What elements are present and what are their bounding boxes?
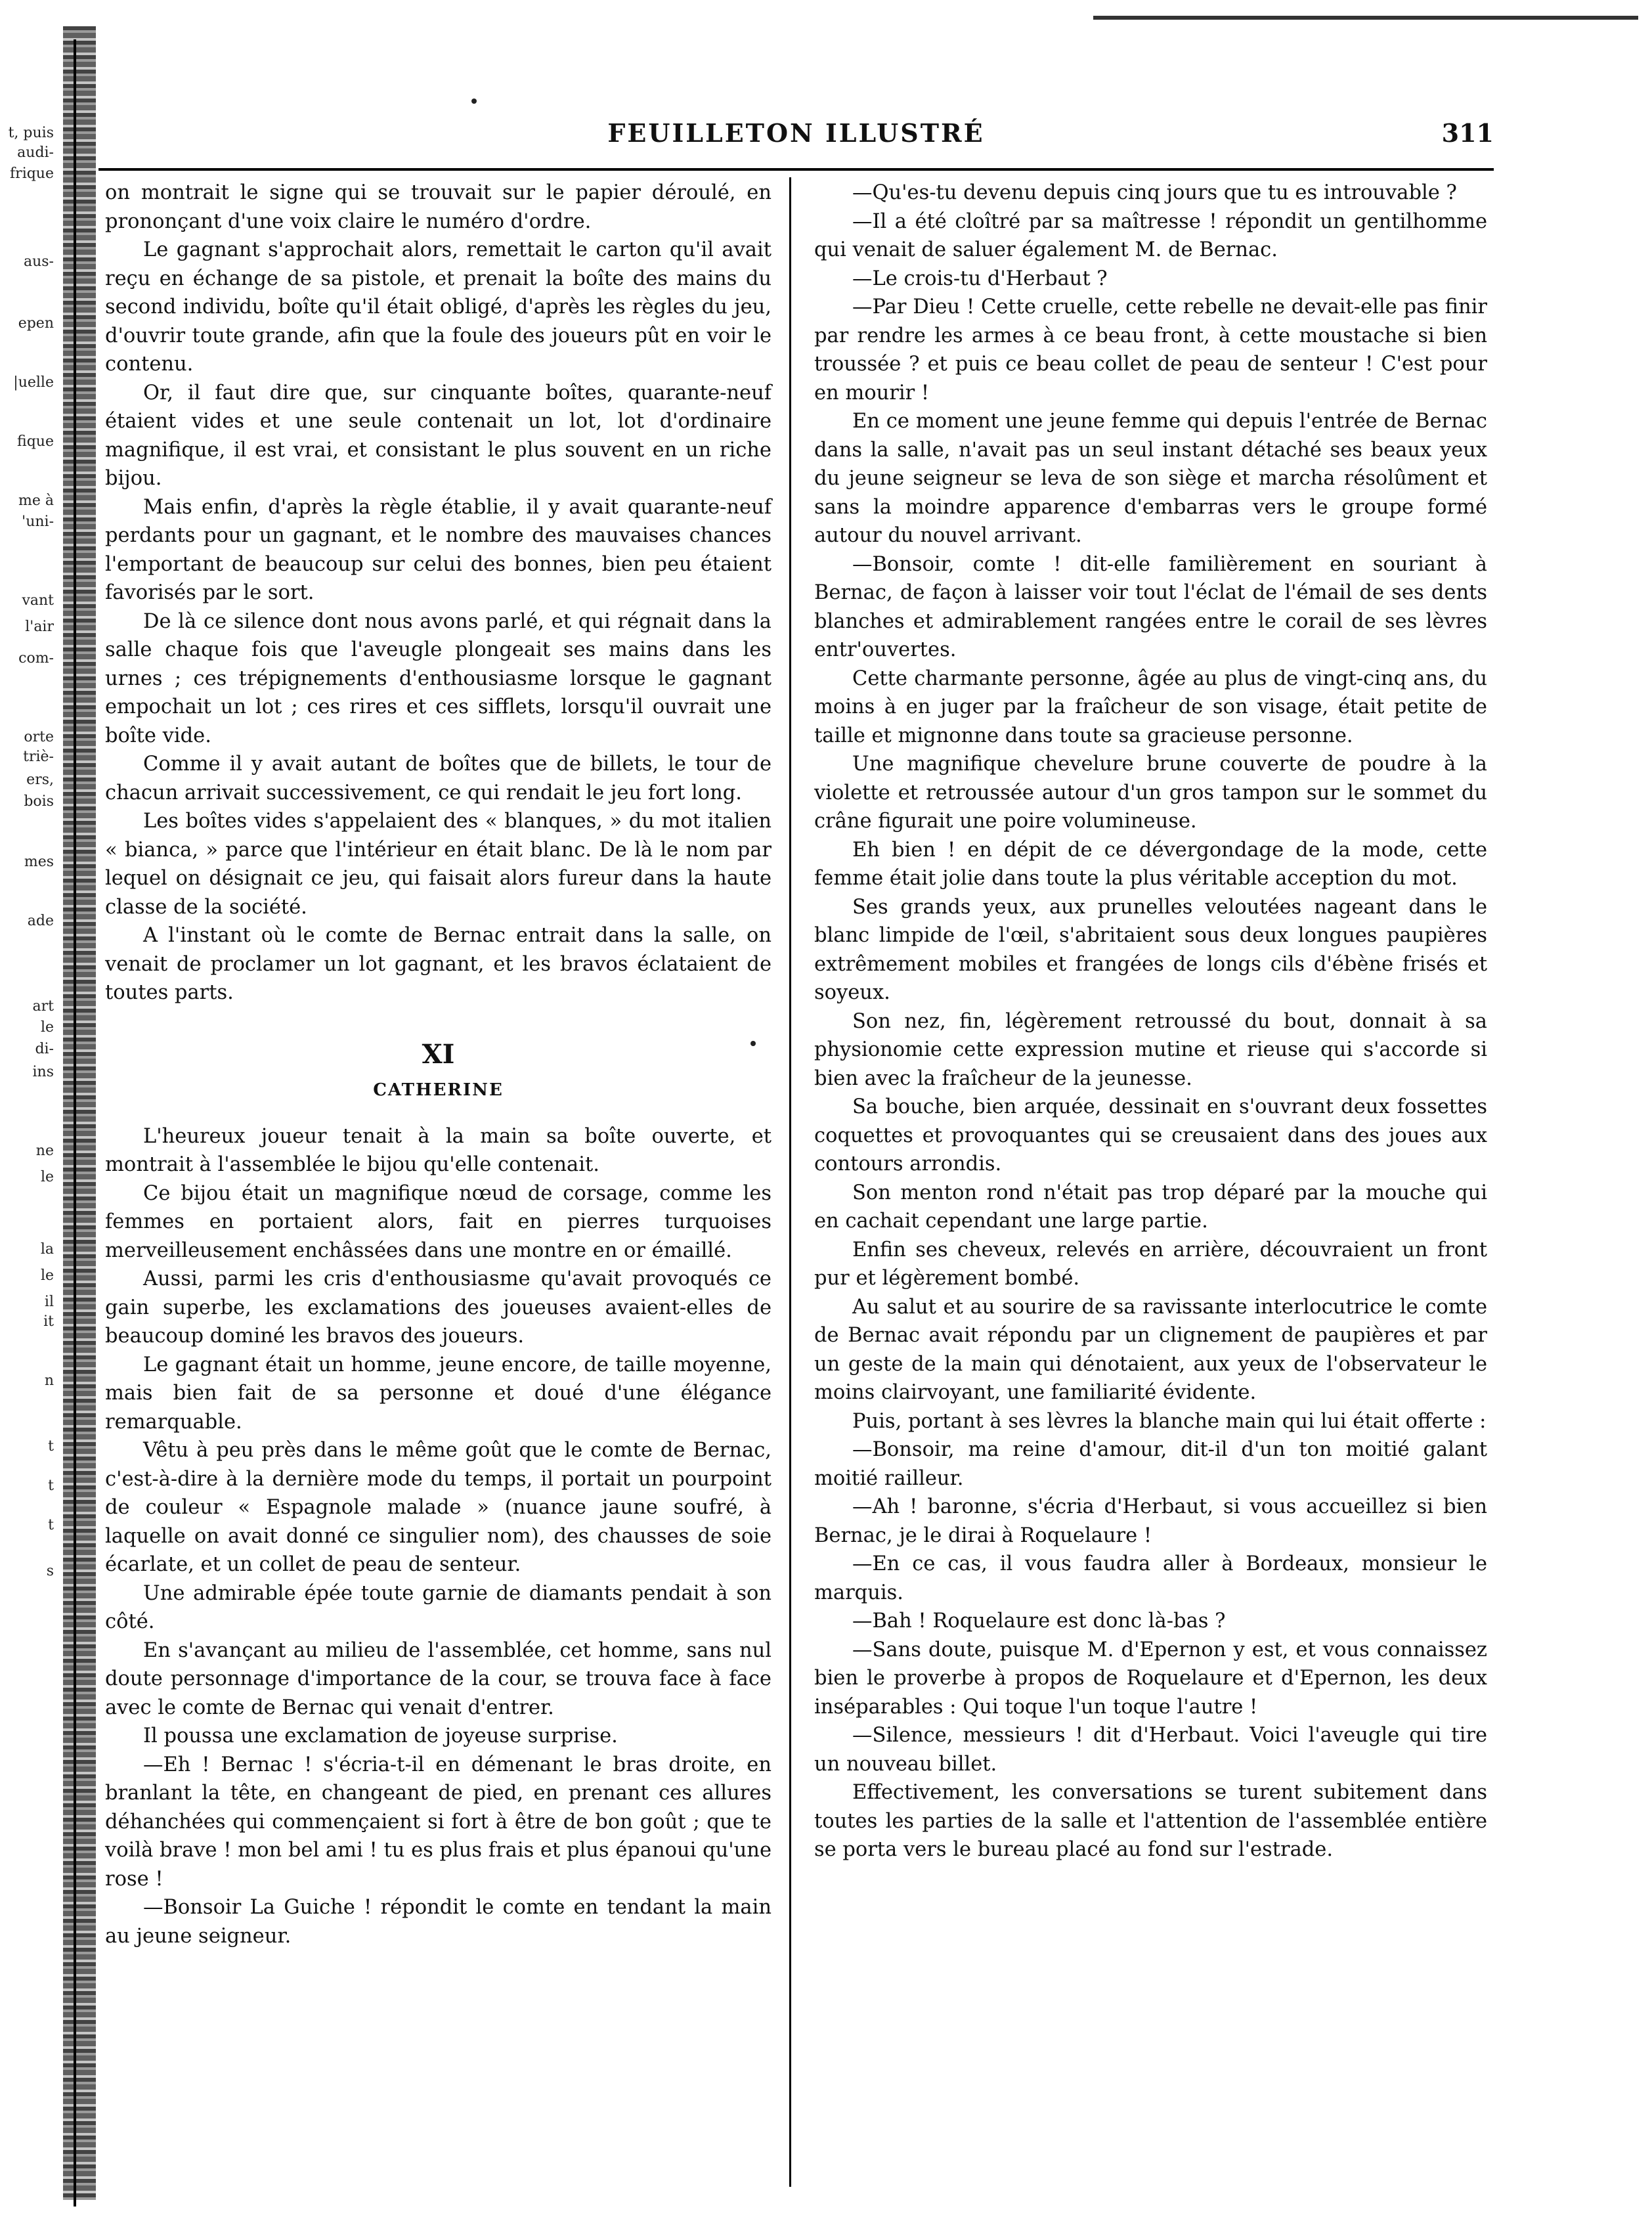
margin-fragment: triè-: [23, 749, 54, 765]
margin-fragment: t: [48, 1517, 54, 1533]
paragraph: —Eh ! Bernac ! s'écria-t-il en démenant le bras droite, en branlant la tête, en changeant de pied, en prenant ces allures déhanchées qui commençaient si fort à être de bon goût ; que te voilà brave ! mon bel ami ! tu es plus frais et plus épanoui qu'une rose !: [105, 1753, 772, 1891]
margin-fragment: la: [40, 1241, 54, 1258]
paragraph: Aussi, parmi les cris d'enthousiasme qu'avait provoqués ce gain superbe, les exclamations des joueuses avaient-elles de beaucoup dominé les bravos des joueurs.: [105, 1267, 772, 1348]
paragraph: —Qu'es-tu devenu depuis cinq jours que tu es introuvable ?: [852, 181, 1457, 204]
margin-fragment: le: [40, 1267, 54, 1284]
binding-edge-line: [74, 39, 76, 2206]
paragraph: Le gagnant s'approchait alors, remettait le carton qu'il avait reçu en échange de sa pistole, et prenait la boîte des mains du second individu, boîte qu'il était obligé, d'après les règles du jeu, d'ouvrir toute grande, afin que la foule des joueurs pût en voir le contenu.: [105, 238, 772, 376]
margin-fragment: audi-: [17, 144, 54, 161]
paragraph: De là ce silence dont nous avons parlé, et qui régnait dans la salle chaque fois que l'aveugle plongeait ses mains dans les urnes ; ces trépignements d'enthousiasme lorsque le gagnant empochait un lot ; ces rires et ces sifflets, lorsqu'il ouvrait une boîte vide.: [105, 609, 772, 747]
paragraph: L'heureux joueur tenait à la main sa boîte ouverte, et montrait à l'assemblée le bijou qu'elle contenait.: [105, 1124, 772, 1176]
margin-fragment: le: [40, 1169, 54, 1185]
paragraph: Il poussa une exclamation de joyeuse surprise.: [143, 1724, 618, 1747]
margin-fragment: orte: [24, 729, 54, 745]
paragraph: Son menton rond n'était pas trop déparé par la mouche qui en cachait cependant une large partie.: [814, 1181, 1487, 1233]
paragraph: Au salut et au sourire de sa ravissante interlocutrice le comte de Bernac avait répondu par un clignement de paupières et par un geste de la main qui dénotaient, aux yeux de l'observateur le moins clairvoyant, une familiarité évidente.: [814, 1295, 1487, 1404]
margin-fragment: art: [32, 998, 54, 1015]
page-header: [98, 118, 1494, 158]
paragraph: —Bah ! Roquelaure est donc là-bas ?: [852, 1610, 1226, 1633]
margin-fragment: t: [48, 1478, 54, 1494]
paragraph: on montrait le signe qui se trouvait sur le papier déroulé, en prononçant d'une voix claire le numéro d'ordre.: [105, 181, 772, 233]
page-number: 311: [1441, 118, 1494, 148]
left-column-text-before: [105, 179, 772, 1007]
margin-fragment: mes: [24, 854, 54, 870]
left-column: [105, 179, 772, 1950]
paragraph: —Sans doute, puisque M. d'Epernon y est, et vous connaissez bien le proverbe à propos de Roquelaure et d'Epernon, les deux inséparables : Qui toque l'un toque l'autre !: [814, 1638, 1487, 1719]
margin-fragment: com-: [18, 650, 54, 667]
margin-fragment: epen: [18, 315, 54, 332]
page-binding: [63, 26, 96, 2200]
paragraph: —Il a été cloîtré par sa maîtresse ! répondit un gentilhomme qui venait de saluer également M. de Bernac.: [814, 209, 1487, 261]
paragraph: Une admirable épée toute garnie de diamants pendait à son côté.: [105, 1581, 772, 1633]
margin-fragment: bois: [24, 793, 54, 810]
chapter-number: XI: [422, 1038, 455, 1070]
paragraph: —Bonsoir La Guiche ! répondit le comte en tendant la main au jeune seigneur.: [105, 1896, 772, 1948]
margin-fragment: di-: [35, 1041, 54, 1057]
paragraph: —Ah ! baronne, s'écria d'Herbaut, si vous accueillez si bien Bernac, je le dirai à Roquelaure !: [814, 1495, 1487, 1547]
paragraph: —Bonsoir, ma reine d'amour, dit-il d'un ton moitié galant moitié railleur.: [814, 1438, 1487, 1490]
running-title: FEUILLETON ILLUSTRÉ: [607, 118, 985, 148]
margin-fragment: l'air: [25, 619, 54, 635]
paragraph: Cette charmante personne, âgée au plus de vingt-cinq ans, du moins à en juger par la fraîcheur de son visage, était petite de taille et mignonne dans toute sa gracieuse personne.: [814, 667, 1487, 747]
left-column-text-after: [105, 1122, 772, 1951]
paragraph: A l'instant où le comte de Bernac entrait dans la salle, on venait de proclamer un lot gagnant, et les bravos éclataient de toutes parts.: [105, 924, 772, 1004]
paragraph: Ses grands yeux, aux prunelles veloutées nageant dans le blanc limpide de l'œil, s'abritaient sous deux longues paupières extrêmement mobiles et frangées de longs cils d'ébène frisés et soyeux.: [814, 895, 1487, 1004]
margin-fragment: n: [44, 1372, 54, 1389]
previous-page-margin: [0, 125, 59, 1701]
column-divider: [789, 177, 791, 2187]
paragraph: —Bonsoir, comte ! dit-elle familièrement en souriant à Bernac, de façon à laisser voir tout l'éclat de l'émail de ses dents blanches et admirablement rangées entre le corail de ses lèvres entr'ouvertes.: [814, 552, 1487, 661]
margin-fragment: le: [40, 1019, 54, 1036]
margin-fragment: 'uni-: [22, 514, 54, 530]
paragraph: Sa bouche, bien arquée, dessinait en s'ouvrant deux fossettes coquettes et provoquantes qui se creusaient dans des joues aux contours arrondis.: [814, 1095, 1487, 1175]
paragraph: —Le crois-tu d'Herbaut ?: [852, 267, 1108, 290]
paragraph: —En ce cas, il vous faudra aller à Bordeaux, monsieur le marquis.: [814, 1552, 1487, 1604]
margin-fragment: |uelle: [13, 374, 54, 391]
paragraph: Mais enfin, d'après la règle établie, il y avait quarante-neuf perdants pour un gagnant, et le nombre des mauvaises chances l'emportant de beaucoup sur celui des bonnes, bien peu étaient favorisés par le sort.: [105, 495, 772, 604]
paragraph: Enfin ses cheveux, relevés en arrière, découvraient un front pur et légèrement bombé.: [814, 1238, 1487, 1290]
paragraph: En ce moment une jeune femme qui depuis l'entrée de Bernac dans la salle, n'avait pas un seul instant détaché ses beaux yeux du jeune seigneur se leva de son siège et marcha résolûment et sans la moindre apparence d'embarras vers le groupe formé autour du nouvel arrivant.: [814, 410, 1487, 547]
ink-speck: [471, 99, 477, 104]
header-rule: [98, 168, 1494, 171]
paragraph: Ce bijou était un magnifique nœud de corsage, comme les femmes en portaient alors, fait en pierres turquoises merveilleusement enchâssées dans une montre en or émaillé.: [105, 1181, 772, 1262]
paragraph: Les boîtes vides s'appelaient des « blanques, » du mot italien « bianca, » parce que l'intérieur en était blanc. De là le nom par lequel on désignait ce jeu, qui faisait alors fureur dans la haute classe de la société.: [105, 810, 772, 919]
paragraph: Comme il y avait autant de boîtes que de billets, le tour de chacun arrivait successivement, ce qui rendait le jeu fort long.: [105, 753, 772, 804]
margin-fragment: s: [46, 1563, 54, 1579]
margin-fragment: t: [48, 1438, 54, 1455]
margin-fragment: frique: [10, 165, 54, 182]
paragraph: Une magnifique chevelure brune couverte de poudre à la violette et retroussée autour d'un gros tampon sur le sommet du crâne figurait une poire volumineuse.: [814, 753, 1487, 833]
margin-fragment: me à: [18, 493, 54, 509]
margin-fragment: ade: [27, 913, 54, 929]
paragraph: Son nez, fin, légèrement retroussé du bout, donnait à sa physionomie cette expression mutine et rieuse qui s'accorde si bien avec la fraîcheur de la jeunesse.: [814, 1009, 1487, 1090]
margin-fragment: it: [43, 1313, 54, 1330]
margin-fragment: ins: [32, 1064, 54, 1080]
paragraph: —Par Dieu ! Cette cruelle, cette rebelle ne devait-elle pas finir par rendre les armes à ce beau front, à cette moustache si bien troussée ? et puis ce beau collet de peau de senteur ! C'est pour en mourir !: [814, 296, 1487, 405]
margin-fragment: aus-: [23, 253, 54, 270]
paragraph: Effectivement, les conversations se turent subitement dans toutes les parties de la salle et l'attention de l'assemblée entière se porta vers le bureau placé au fond sur l'estrade.: [814, 1781, 1487, 1861]
paragraph: —Silence, messieurs ! dit d'Herbaut. Voici l'aveugle qui tire un nouveau billet.: [814, 1724, 1487, 1776]
paragraph: Or, il faut dire que, sur cinquante boîtes, quarante-neuf étaient vides et une seule contenait un lot, lot d'ordinaire magnifique, il est vrai, et consistant le plus souvent en un riche bijou.: [105, 381, 772, 490]
margin-fragment: ers,: [26, 772, 54, 788]
paragraph: En s'avançant au milieu de l'assemblée, cet homme, sans nul doute personnage d'importance de la cour, se trouva face à face avec le comte de Bernac qui venait d'entrer.: [105, 1638, 772, 1719]
margin-fragment: fique: [17, 433, 54, 450]
chapter-title: CATHERINE: [373, 1080, 504, 1100]
margin-fragment: t, puis: [8, 125, 54, 141]
paragraph: Puis, portant à ses lèvres la blanche main qui lui était offerte :: [852, 1409, 1487, 1433]
paragraph: Le gagnant était un homme, jeune encore, de taille moyenne, mais bien fait de sa personne et doué d'une élégance remarquable.: [105, 1353, 772, 1434]
paragraph: Eh bien ! en dépit de ce dévergondage de la mode, cette femme était jolie dans toute la plus véritable acception du mot.: [814, 838, 1487, 890]
margin-fragment: il: [44, 1294, 54, 1310]
right-column: [814, 179, 1487, 1864]
paragraph: Vêtu à peu près dans le même goût que le comte de Bernac, c'est-à-dire à la dernière mode du temps, il portait un pourpoint de couleur « Espagnole malade » (nuance jaune soufré, à laquelle on avait donné ce singulier nom), des chausses de soie écarlate, et un collet de peau de senteur.: [105, 1439, 772, 1576]
margin-fragment: ne: [35, 1143, 54, 1159]
top-rule: [1093, 16, 1638, 20]
margin-fragment: vant: [22, 592, 54, 609]
